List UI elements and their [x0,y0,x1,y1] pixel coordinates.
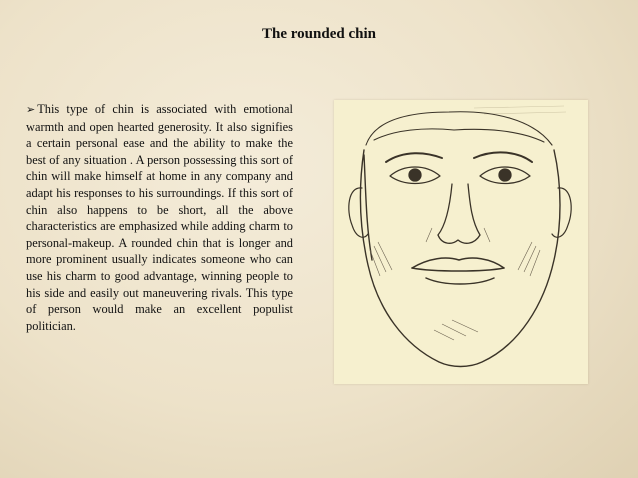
face-sketch-image [334,100,588,384]
slide-title: The rounded chin [262,26,376,42]
bullet-arrow-icon: ➢ [26,104,36,116]
body-paragraph: This type of chin is associated with emotional warmth and open hearted generosity. It also signifies a certain personal ease and the ability to make the best of any situation . A person possessing this sort of chin will make himself at home in any company and adapt his responses to his surroundings. If this sort of chin also happens to be short, all the above characteristics are emphasized while adding charm to personal-makeup. A rounded chin that is longer and more prominent usually indicates someone who can use his charm to good advantage, winning people to his side and easily out maneuvering rivals. This type of person would make an excellent populist politician. [26,102,293,333]
face-sketch-drawing [334,100,588,384]
slide-body [26,101,293,334]
